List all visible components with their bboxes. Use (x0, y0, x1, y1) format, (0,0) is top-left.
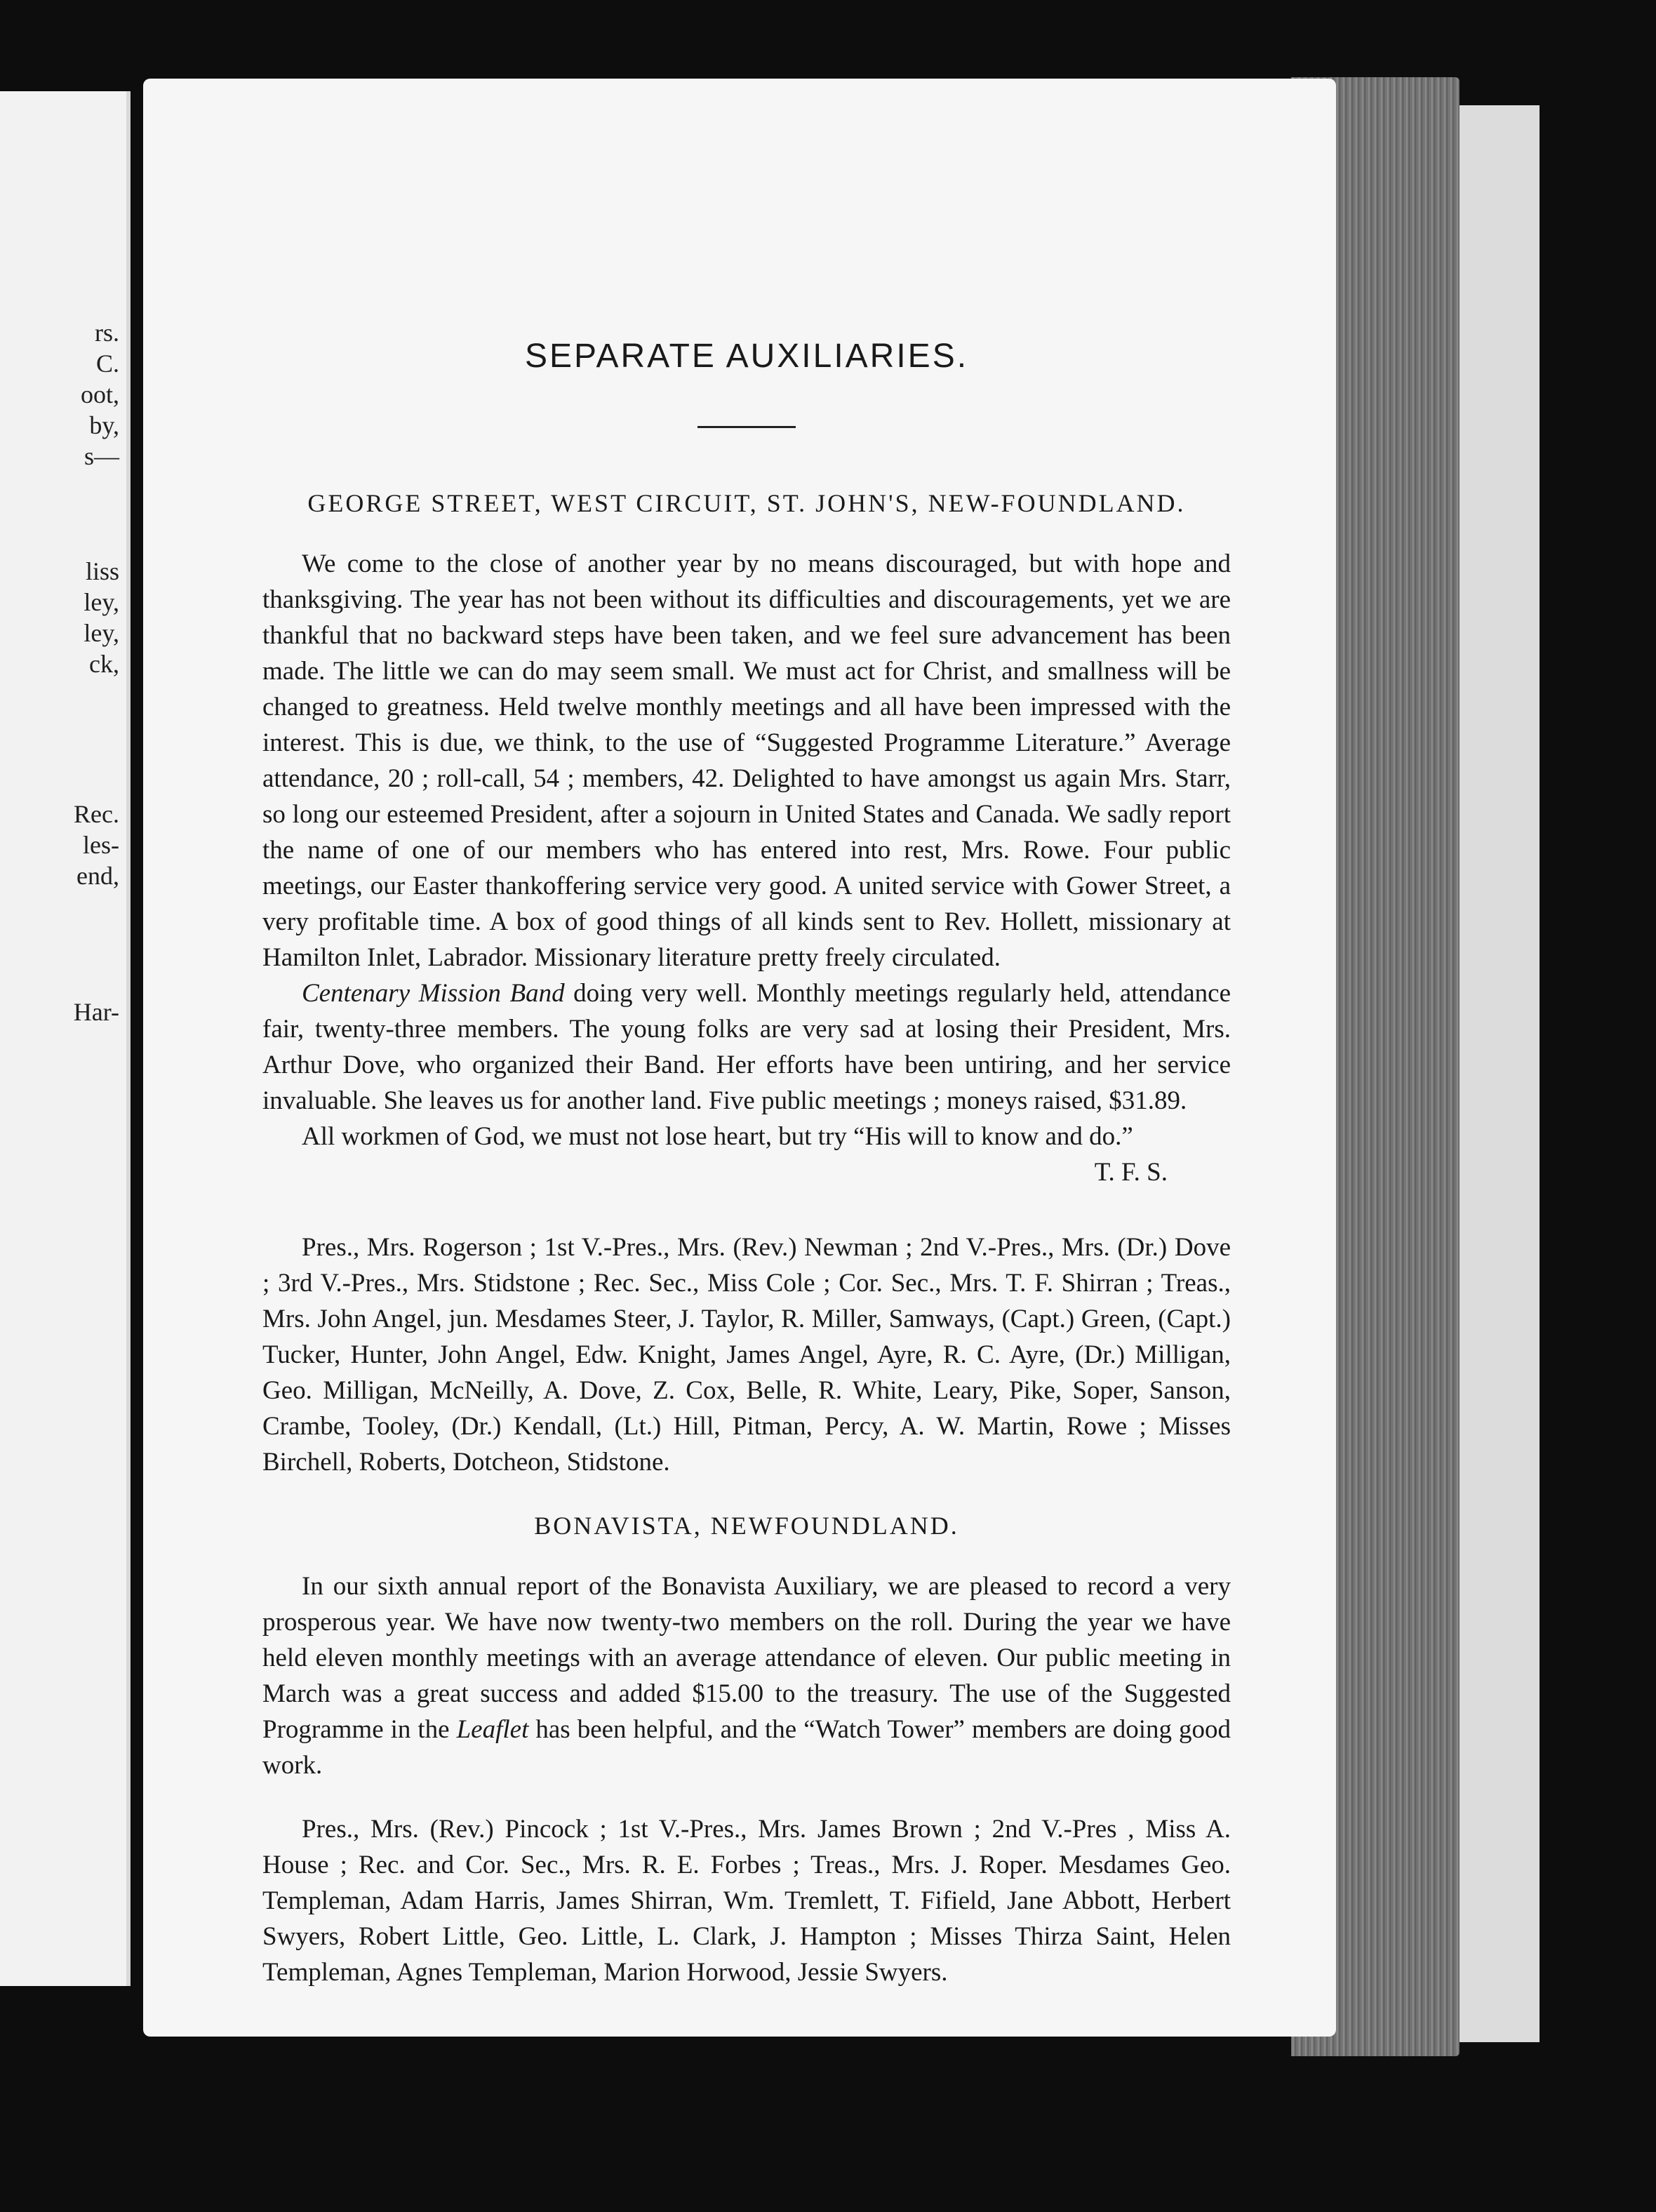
left-page (0, 91, 131, 1986)
left-page-fragment: C. (95, 349, 119, 378)
left-page-fragment: ck, (89, 650, 119, 678)
officers-list-george-street: Pres., Mrs. Rogerson ; 1st V.-Pres., Mrs. (Rev.) Newman ; 2nd V.-Pres., Mrs. (Dr.) Dove ; 3rd V.-Pres., Mrs. Stidstone ; Rec. Sec., Miss Cole ; Cor. Sec., Mrs. T. F. Shirran ; Treas., Mrs. John Angel, jun. Mesdames Steer, J. Taylor, R. Miller, Samways, (Capt.) Green, (Capt.) Tucker, Hunter, John Angel, Edw. Knight, James Angel, Ayre, R. C. Ayre, (Dr.) Milligan, Geo. Milligan, McNeilly, A. Dove, Z. Cox, Belle, R. White, Leary, Pike, Soper, Sanson, Crambe, Tooley, (Dr.) Kendall, (Lt.) Hill, Pitman, Percy, A. W. Martin, Rowe ; Misses Birchell, Roberts, Dotcheon, Stidstone. (262, 1233, 1231, 1477)
bonavista-text-end: has been helpful, and the “Watch Tower” members are doing good work. (262, 1715, 1231, 1780)
book-block-edge (1445, 105, 1540, 2042)
left-page-fragment: Rec. (74, 800, 119, 828)
right-page (143, 79, 1336, 2037)
section-heading-george-street: GEORGE STREET, WEST CIRCUIT, ST. JOHN'S, NEW-FOUNDLAND. (307, 489, 1186, 517)
signature: T. F. S. (1094, 1158, 1168, 1187)
left-page-fragment: rs. (95, 319, 119, 347)
left-page-fragment: end, (76, 862, 119, 890)
officers-list-bonavista: Pres., Mrs. (Rev.) Pincock ; 1st V.-Pres., Mrs. James Brown ; 2nd V.-Pres , Miss A. House ; Rec. and Cor. Sec., Mrs. R. E. Forbes ; Treas., Mrs. J. Roper. Mesdames Geo. Templeman, Adam Harris, James Shirran, Wm. Tremlett, T. Fifield, Jane Abbott, Herbert Swyers, Robert Little, Geo. Little, L. Clark, J. Hampton ; Misses Thirza Saint, Helen Templeman, Agnes Templeman, Marion Horwood, Jessie Swyers. (262, 1815, 1231, 1987)
left-page-fragment: s— (84, 442, 119, 470)
page-title: SEPARATE AUXILIARIES. (524, 338, 969, 375)
left-page-fragment: Har- (73, 998, 119, 1026)
leaflet-title: Leaflet (456, 1715, 529, 1744)
left-page-fragment: by, (89, 411, 119, 439)
title-divider (697, 426, 796, 428)
section-heading-bonavista: BONAVISTA, NEWFOUNDLAND. (534, 1512, 959, 1540)
closing-paragraph: All workmen of God, we must not lose heart, but try “His will to know and do.” (302, 1122, 1133, 1151)
page-content (262, 338, 1231, 1990)
left-page-fragment: les- (83, 831, 119, 859)
left-page-fragment: ley, (84, 619, 119, 647)
left-page-fragment: ley, (84, 588, 119, 616)
section-bonavista (262, 1508, 1231, 1990)
left-page-fragment: liss (85, 557, 119, 585)
mission-band-paragraph (262, 975, 1231, 1119)
mission-band-text: doing very well. Monthly meetings regularly held, attendance fair, twenty-three members. The young folks are very sad at losing their President, Mrs. Arthur Dove, who organized their Band. Her efforts have been untiring, and her service invaluable. She leaves us for another land. Five public meetings ; moneys raised, $31.89. (262, 979, 1231, 1115)
bonavista-text-start: In our sixth annual report of the Bonavista Auxiliary, we are pleased to record a very prosperous year. We have now twenty-two members on the roll. During the year we have held eleven monthly meetings with an average attendance of eleven. Our public meeting in March was a great success and added $15.00 to the treasury. The use of the Suggested Programme in the (262, 1572, 1231, 1744)
mission-band-name: Centenary Mission Band (302, 979, 565, 1008)
report-paragraph: We come to the close of another year by no means discouraged, but with hope and thanksgiving. The year has not been without its difficulties and discouragements, yet we are thankful that no backward steps have been taken, and we feel sure advancement has been made. The little we can do may seem small. We must act for Christ, and smallness will be changed to greatness. Held twelve monthly meetings and all have been impressed with the interest. This is due, we think, to the use of “Suggested Programme Literature.” Average attendance, 20 ; roll-call, 54 ; members, 42. Delighted to have amongst us again Mrs. Starr, so long our esteemed President, after a sojourn in United States and Canada. We sadly report the name of one of our members who has entered into rest, Mrs. Rowe. Four public meetings, our Easter thankoffering service very good. A united service with Gower Street, a very profitable time. A box of good things of all kinds sent to Rev. Hollett, missionary at Hamilton Inlet, Labrador. Missionary literature pretty freely circulated. (262, 549, 1231, 972)
left-page-fragment: oot, (80, 380, 119, 408)
bonavista-report-paragraph (262, 1568, 1231, 1783)
